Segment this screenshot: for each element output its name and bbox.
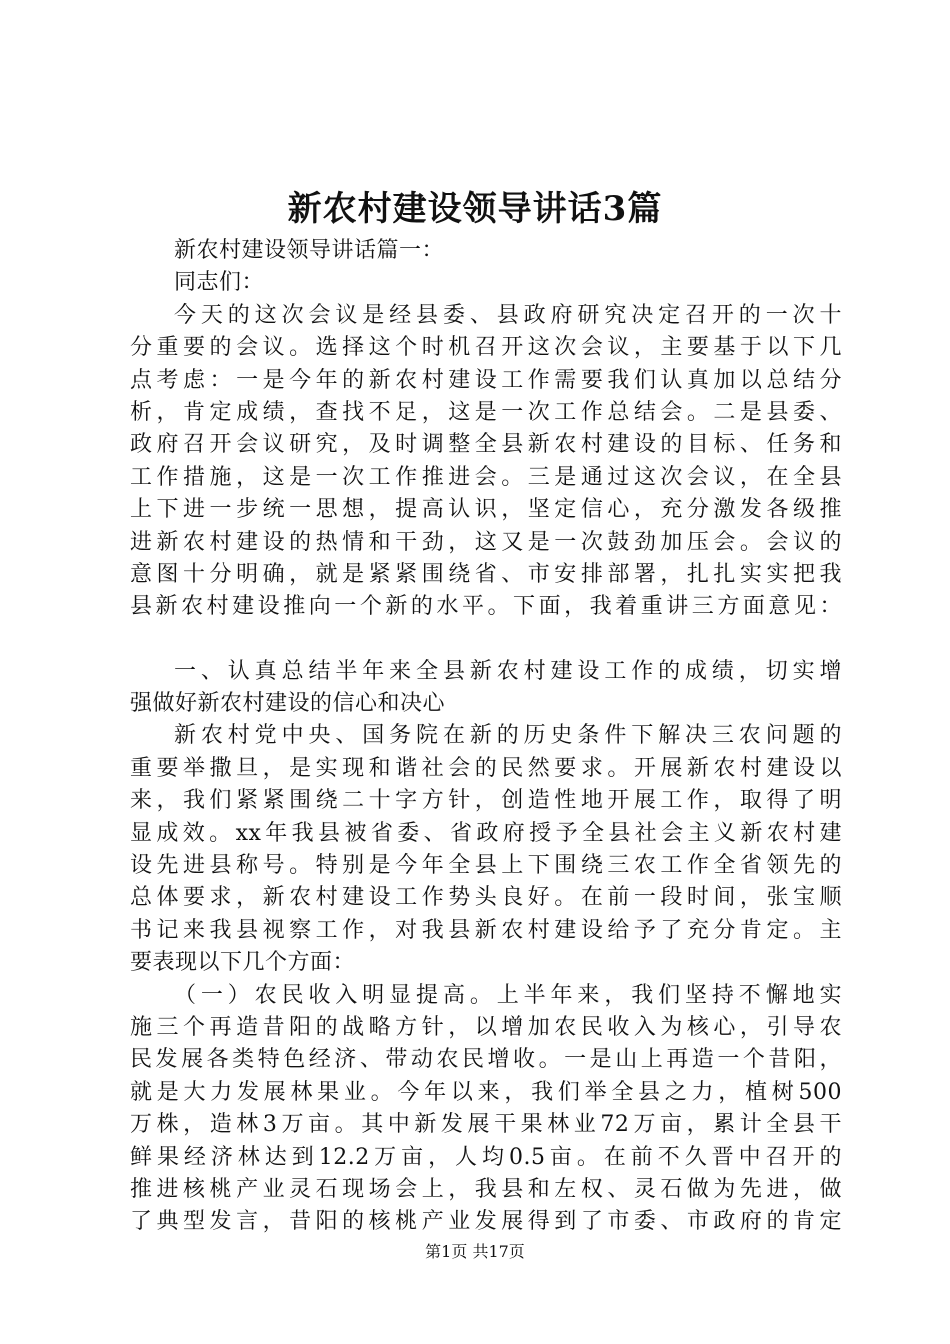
document-title: 新农村建设领导讲话3篇 bbox=[287, 189, 663, 229]
text-line: 同志们： bbox=[174, 270, 265, 296]
text-line: 意图十分明确，就是紧紧围绕省、市安排部署，扎扎实实把我 bbox=[130, 561, 842, 587]
text-line: 新农村党中央、国务院在新的历史条件下解决三农问题的 bbox=[174, 723, 842, 749]
text-line: 鲜果经济林达到12.2万亩，人均0.5亩。在前不久晋中召开的 bbox=[130, 1144, 842, 1170]
text-line: 总体要求，新农村建设工作势头良好。在前一段时间，张宝顺 bbox=[130, 885, 842, 911]
text-line: 了典型发言，昔阳的核桃产业发展得到了市委、市政府的肯定 bbox=[130, 1209, 842, 1235]
text-line: 政府召开会议研究，及时调整全县新农村建设的目标、任务和 bbox=[130, 432, 842, 458]
text-line: 进新农村建设的热情和干劲，这又是一次鼓劲加压会。会议的 bbox=[130, 529, 842, 555]
text-line: 工作措施，这是一次工作推进会。三是通过这次会议，在全县 bbox=[130, 464, 842, 490]
text-line: 要表现以下几个方面： bbox=[130, 950, 356, 976]
text-line: 显成效。xx年我县被省委、省政府授予全县社会主义新农村建 bbox=[130, 820, 842, 846]
paragraph-gap bbox=[130, 624, 842, 656]
page-footer: 第1页 共17页 bbox=[425, 1242, 525, 1261]
text-line: 上下进一步统一思想，提高认识，坚定信心，充分激发各级推 bbox=[130, 497, 842, 523]
text-line: 设先进县称号。特别是今年全县上下围绕三农工作全省领先的 bbox=[130, 853, 842, 879]
text-line: 县新农村建设推向一个新的水平。下面，我着重讲三方面意见： bbox=[130, 594, 842, 620]
text-line: 书记来我县视察工作，对我县新农村建设给予了充分肯定。主 bbox=[130, 917, 842, 943]
text-line: 推进核桃产业灵石现场会上，我县和左权、灵石做为先进，做 bbox=[130, 1176, 842, 1202]
text-line: 今天的这次会议是经县委、县政府研究决定召开的一次十 bbox=[174, 302, 842, 328]
text-line: 就是大力发展林果业。今年以来，我们举全县之力，植树500 bbox=[130, 1079, 842, 1105]
text-line: 析，肯定成绩，查找不足，这是一次工作总结会。二是县委、 bbox=[130, 399, 842, 425]
text-line: 强做好新农村建设的信心和决心 bbox=[130, 691, 446, 717]
text-line: 万株，造林3万亩。其中新发展干果林业72万亩，累计全县干 bbox=[130, 1112, 842, 1138]
document-body bbox=[130, 235, 842, 1239]
text-line: 点考虑：一是今年的新农村建设工作需要我们认真加以总结分 bbox=[130, 367, 842, 393]
text-line: 分重要的会议。选择这个时机召开这次会议，主要基于以下几 bbox=[130, 335, 842, 361]
text-line: 施三个再造昔阳的战略方针，以增加农民收入为核心，引导农 bbox=[130, 1014, 842, 1040]
text-line: 来，我们紧紧围绕二十字方针，创造性地开展工作，取得了明 bbox=[130, 788, 842, 814]
text-line: （一）农民收入明显提高。上半年来，我们坚持不懈地实 bbox=[174, 982, 842, 1008]
text-line: 民发展各类特色经济、带动农民增收。一是山上再造一个昔阳， bbox=[130, 1047, 842, 1073]
text-line: 重要举撒旦，是实现和谐社会的民然要求。开展新农村建设以 bbox=[130, 755, 842, 781]
text-line: 新农村建设领导讲话篇一： bbox=[174, 238, 445, 263]
text-line: 一、认真总结半年来全县新农村建设工作的成绩，切实增 bbox=[174, 658, 842, 684]
